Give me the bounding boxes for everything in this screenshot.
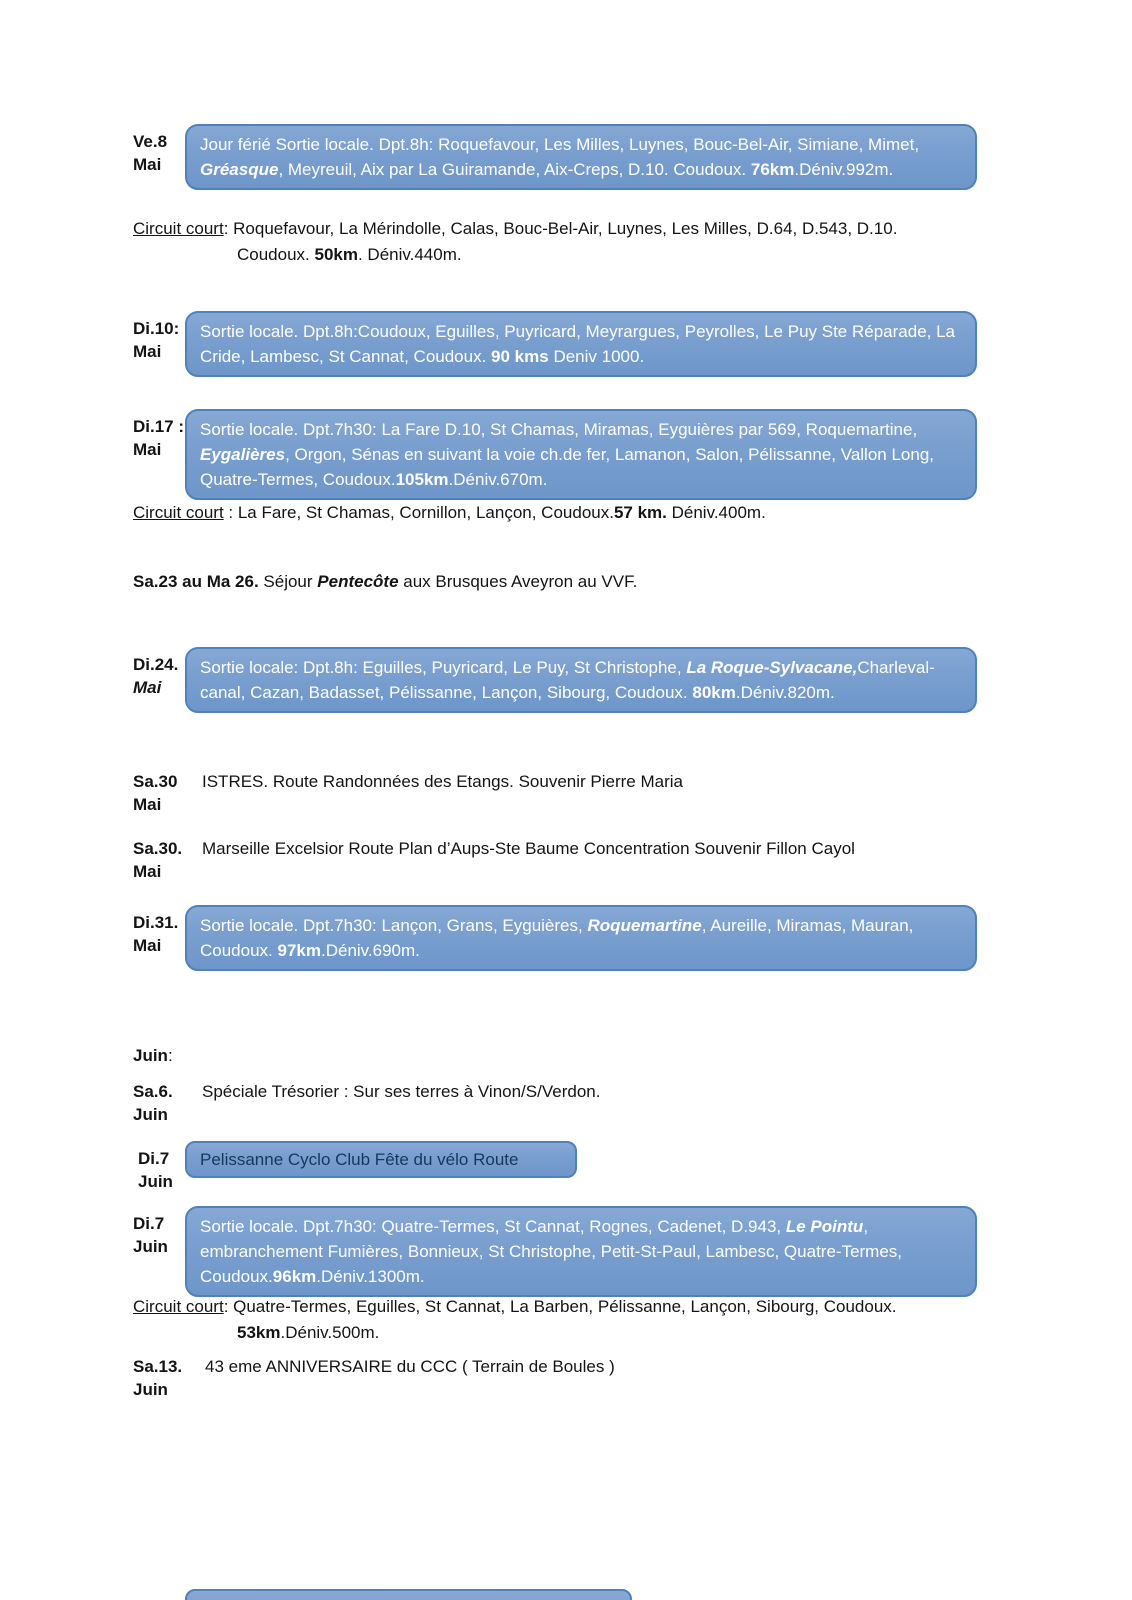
- event-box-ve8-route: Jour férié Sortie locale. Dpt.8h: Roquefavour, Les Milles, Luynes, Bouc-Bel-Air, Simiane, Mimet, Gréasque, Meyreuil, Aix par La Guiramande, Aix-Creps, D.10. Coudoux. 76km.Déniv.992m.: [185, 124, 977, 190]
- event-date-sa13-juin: [133, 1355, 195, 1401]
- event-text-anniversaire-ccc: 43 eme ANNIVERSAIRE du CCC ( Terrain de Boules ): [205, 1357, 615, 1376]
- circuit-court-line2: 53km.Déniv.500m.: [237, 1323, 380, 1342]
- event-date-month: Mai: [133, 862, 162, 881]
- event-date-sa30b-mai: [133, 837, 195, 883]
- event-date-day: Di.10:: [133, 319, 180, 338]
- event-date-sa6-juin: [133, 1080, 195, 1126]
- event-date-day: Sa.30.: [133, 839, 183, 858]
- event-box-pelissanne-fete-velo: Pelissanne Cyclo Club Fête du vélo Route: [185, 1141, 577, 1178]
- event-date-month: Mai: [133, 795, 162, 814]
- event-date-day: Di.31.: [133, 913, 179, 932]
- circuit-court-ve8: [133, 216, 999, 268]
- circuit-court-line2: Coudoux. 50km. Déniv.440m.: [237, 245, 462, 264]
- section-heading-juin: Juin:: [133, 1046, 173, 1065]
- circuit-court-di17: [133, 500, 999, 526]
- circuit-court-line1: Circuit court : La Fare, St Chamas, Cornillon, Lançon, Coudoux.57 km. Déniv.400m.: [133, 503, 766, 522]
- event-box-di24-route: Sortie locale: Dpt.8h: Eguilles, Puyricard, Le Puy, St Christophe, La Roque-Sylvacane,Charleval-canal, Cazan, Badasset, Pélissanne, Lançon, Sibourg, Coudoux. 80km.Déniv.820m.: [185, 647, 977, 713]
- event-box-di31-route: Sortie locale. Dpt.7h30: Lançon, Grans, Eyguières, Roquemartine, Aureille, Miramas, Mauran, Coudoux. 97km.Déniv.690m.: [185, 905, 977, 971]
- event-date-day: Ve.8: [133, 132, 168, 151]
- event-box-di10-route: Sortie locale. Dpt.8h:Coudoux, Eguilles, Puyricard, Meyrargues, Peyrolles, Le Puy Ste Réparade, La Cride, Lambesc, St Cannat, Coudoux. 90 kms Deniv 1000.: [185, 311, 977, 377]
- event-date-month: Mai: [133, 342, 162, 361]
- event-date-day: Sa.30: [133, 772, 178, 791]
- event-text-istres: ISTRES. Route Randonnées des Etangs. Souvenir Pierre Maria: [202, 772, 683, 791]
- event-text-marseille-excelsior: Marseille Excelsior Route Plan d’Aups-Ste Baume Concentration Souvenir Fillon Cayol: [202, 839, 855, 858]
- event-date-day: Sa.6.: [133, 1082, 173, 1101]
- event-date-month: Juin: [133, 1237, 168, 1256]
- event-date-month: Mai: [133, 155, 162, 174]
- event-date-day: Di.24.: [133, 655, 179, 674]
- event-date-day: Sa.13.: [133, 1357, 183, 1376]
- event-date-day: Di.17 :: [133, 417, 185, 436]
- cutoff-event-box: [185, 1589, 632, 1600]
- event-date-month: Mai: [133, 440, 162, 459]
- sejour-pentecote-line: Sa.23 au Ma 26. Séjour Pentecôte aux Brusques Aveyron au VVF.: [133, 572, 638, 591]
- circuit-court-line1: Circuit court: Quatre-Termes, Eguilles, St Cannat, La Barben, Pélissanne, Lançon, Sibourg, Coudoux.: [133, 1297, 897, 1316]
- circuit-court-line1: Circuit court: Roquefavour, La Mérindolle, Calas, Bouc-Bel-Air, Luynes, Les Milles, D.64, D.543, D.10.: [133, 219, 898, 238]
- event-date-month: Juin: [133, 1380, 168, 1399]
- event-date-sa30-mai: [133, 770, 195, 816]
- circuit-court-di7: [133, 1294, 999, 1346]
- event-box-di17-route: Sortie locale. Dpt.7h30: La Fare D.10, St Chamas, Miramas, Eyguières par 569, Roquemartine, Eygalières, Orgon, Sénas en suivant la voie ch.de fer, Lamanon, Salon, Pélissanne, Vallon Long, Quatre-Termes, Coudoux.105km.Déniv.670m.: [185, 409, 977, 500]
- event-text-speciale-tresorier: Spéciale Trésorier : Sur ses terres à Vinon/S/Verdon.: [202, 1082, 601, 1101]
- event-date-month: Mai: [133, 678, 162, 697]
- event-date-month: Juin: [133, 1105, 168, 1124]
- event-date-day: Di.7: [138, 1149, 170, 1168]
- event-box-di7-route: Sortie locale. Dpt.7h30: Quatre-Termes, St Cannat, Rognes, Cadenet, D.943, Le Pointu, embranchement Fumières, Bonnieux, St Christophe, Petit-St-Paul, Lambesc, Quatre-Termes, Coudoux.96km.Déniv.1300m.: [185, 1206, 977, 1297]
- event-date-day: Di.7: [133, 1214, 165, 1233]
- event-date-month: Mai: [133, 936, 162, 955]
- event-date-month: Juin: [138, 1172, 173, 1191]
